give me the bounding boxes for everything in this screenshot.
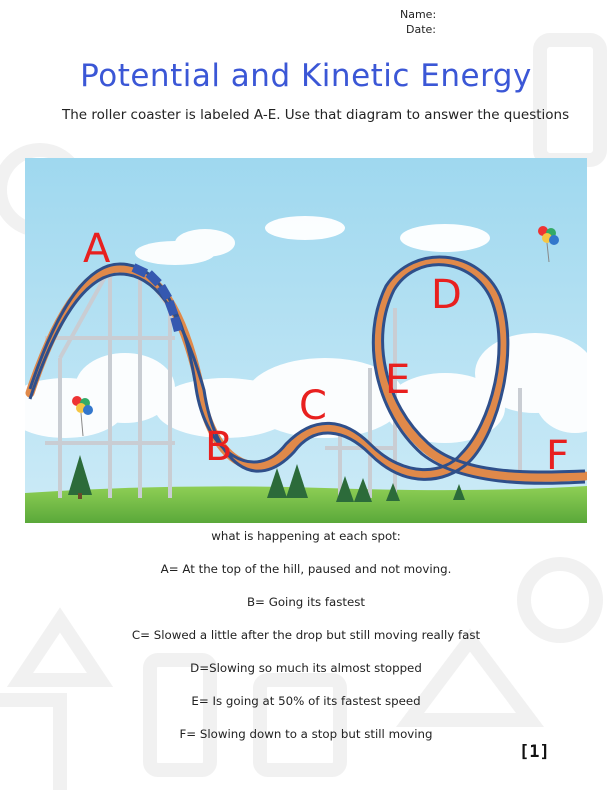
page-title: Potential and Kinetic Energy xyxy=(80,58,532,94)
answer-e: E= Is going at 50% of its fastest speed xyxy=(191,694,421,708)
date-label: Date: xyxy=(406,23,436,36)
roller-coaster-diagram xyxy=(25,158,587,523)
answer-c: C= Slowed a little after the drop but still moving really fast xyxy=(131,628,481,642)
questions-heading: what is happening at each spot: xyxy=(211,529,401,543)
answer-b: B= Going its fastest xyxy=(246,595,366,609)
answer-d: D=Slowing so much its almost stopped xyxy=(190,661,422,675)
page-number: [1] xyxy=(519,742,550,762)
label-b: B xyxy=(205,424,233,470)
label-c: C xyxy=(299,383,327,429)
answer-f: F= Slowing down to a stop but still moving xyxy=(179,727,433,741)
name-label: Name: xyxy=(400,8,437,21)
instructions-text: The roller coaster is labeled A-E. Use that diagram to answer the questions xyxy=(62,107,570,123)
answer-a: A= At the top of the hill, paused and not moving. xyxy=(160,562,452,576)
label-d: D xyxy=(431,272,462,318)
label-a: A xyxy=(83,226,111,272)
label-f: F xyxy=(546,433,570,479)
label-e: E xyxy=(385,357,411,403)
